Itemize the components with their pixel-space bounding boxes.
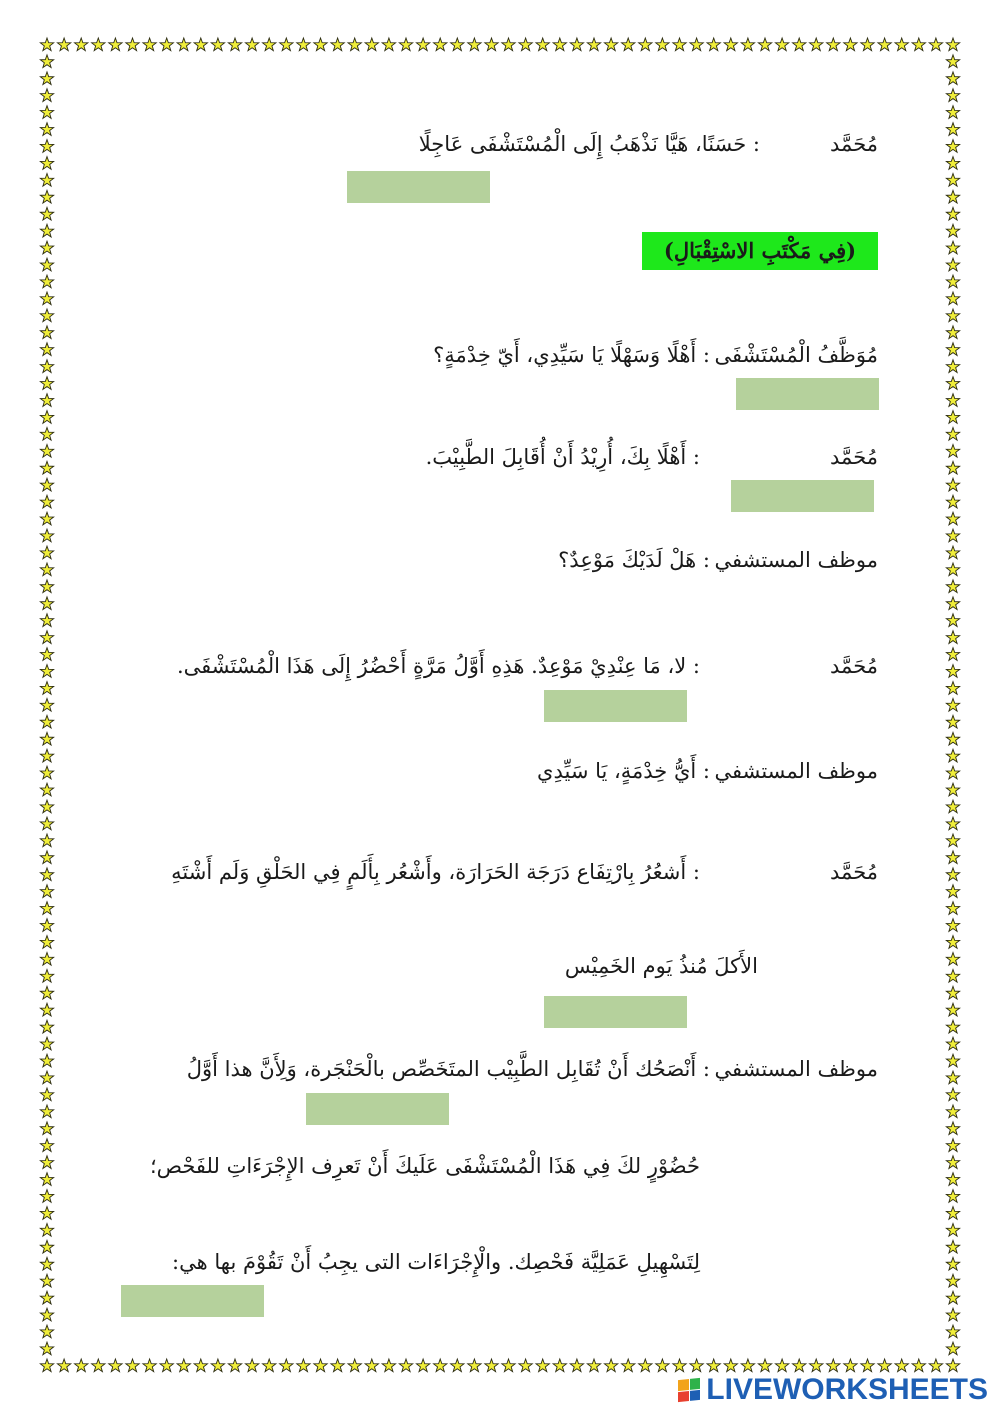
star-icon <box>946 89 959 102</box>
star-icon <box>946 1240 959 1253</box>
star-icon <box>434 1359 447 1372</box>
star-icon <box>604 38 617 51</box>
star-icon <box>109 38 122 51</box>
star-icon <box>946 1291 959 1304</box>
star-icon <box>861 38 874 51</box>
star-icon <box>622 1359 635 1372</box>
star-icon <box>570 1359 583 1372</box>
star-icon <box>40 1071 53 1084</box>
star-icon <box>775 38 788 51</box>
star-icon <box>946 38 959 51</box>
star-icon <box>793 38 806 51</box>
star-icon <box>57 38 70 51</box>
star-icon <box>40 1207 53 1220</box>
star-icon <box>946 800 959 813</box>
star-icon <box>399 38 412 51</box>
star-icon <box>946 55 959 68</box>
star-icon <box>40 106 53 119</box>
star-icon <box>143 38 156 51</box>
star-icon <box>946 682 959 695</box>
star-icon <box>40 174 53 187</box>
star-icon <box>40 834 53 847</box>
star-icon <box>40 292 53 305</box>
utterance-continuation: لِتَسْهِيلِ عَمَلِيَّة فَحْصِك. والْإِجْرَاءَات التى يجِبُ أَنْ تَقُوْمَ بها هي: <box>172 1250 700 1274</box>
star-icon <box>40 190 53 203</box>
star-icon <box>741 1359 754 1372</box>
star-icon <box>40 885 53 898</box>
star-icon <box>946 1190 959 1203</box>
star-icon <box>946 817 959 830</box>
star-icon <box>946 326 959 339</box>
star-icon <box>639 1359 652 1372</box>
star-icon <box>946 258 959 271</box>
star-icon <box>844 1359 857 1372</box>
star-icon <box>75 1359 88 1372</box>
star-icon <box>40 1342 53 1355</box>
speaker-muhammad: مُحَمَّد <box>830 860 878 884</box>
answer-input[interactable] <box>306 1093 449 1125</box>
star-icon <box>758 1359 771 1372</box>
star-icon <box>40 851 53 864</box>
star-icon <box>946 207 959 220</box>
star-icon <box>946 275 959 288</box>
star-icon <box>946 868 959 881</box>
star-icon <box>468 1359 481 1372</box>
speaker-muhammad: مُحَمَّد <box>830 654 878 678</box>
star-icon <box>946 648 959 661</box>
star-icon <box>40 749 53 762</box>
star-icon <box>946 190 959 203</box>
star-icon <box>40 512 53 525</box>
star-icon <box>604 1359 617 1372</box>
star-icon <box>40 1173 53 1186</box>
star-icon <box>40 682 53 695</box>
star-icon <box>416 38 429 51</box>
speaker-muhammad: مُحَمَّد <box>830 132 878 156</box>
star-icon <box>946 563 959 576</box>
star-icon <box>946 529 959 542</box>
speaker-employee: مُوَظَّفُ الْمُسْتَشْفَى <box>714 343 878 367</box>
star-icon <box>109 1359 122 1372</box>
star-icon <box>40 343 53 356</box>
star-icon <box>946 512 959 525</box>
star-icon <box>775 1359 788 1372</box>
star-icon <box>40 123 53 136</box>
star-icon <box>40 1274 53 1287</box>
star-icon <box>946 360 959 373</box>
star-icon <box>297 38 310 51</box>
star-icon <box>827 38 840 51</box>
star-icon <box>40 597 53 610</box>
star-icon <box>946 140 959 153</box>
star-icon <box>946 445 959 458</box>
star-icon <box>673 1359 686 1372</box>
star-icon <box>810 1359 823 1372</box>
star-icon <box>40 326 53 339</box>
star-icon <box>40 1003 53 1016</box>
star-icon <box>553 1359 566 1372</box>
star-icon <box>587 38 600 51</box>
star-icon <box>468 38 481 51</box>
star-icon <box>126 1359 139 1372</box>
star-icon <box>40 580 53 593</box>
star-icon <box>40 224 53 237</box>
star-icon <box>40 38 53 51</box>
star-icon <box>40 258 53 271</box>
star-icon <box>946 157 959 170</box>
star-icon <box>365 38 378 51</box>
star-icon <box>194 1359 207 1372</box>
star-icon <box>946 766 959 779</box>
star-icon <box>263 38 276 51</box>
star-icon <box>946 851 959 864</box>
star-icon <box>587 1359 600 1372</box>
star-icon <box>40 1139 53 1152</box>
star-icon <box>946 495 959 508</box>
star-icon <box>946 1020 959 1033</box>
star-icon <box>40 309 53 322</box>
star-icon <box>793 1359 806 1372</box>
star-icon <box>143 1359 156 1372</box>
star-icon <box>946 936 959 949</box>
star-icon <box>946 986 959 999</box>
star-icon <box>946 1224 959 1237</box>
star-icon <box>519 1359 532 1372</box>
star-icon <box>280 1359 293 1372</box>
star-icon <box>263 1359 276 1372</box>
star-icon <box>40 1122 53 1135</box>
utterance: : أَيُّ خِدْمَةٍ، يَا سَيِّدِي <box>537 759 710 783</box>
star-icon <box>895 38 908 51</box>
star-icon <box>827 1359 840 1372</box>
star-icon <box>280 38 293 51</box>
star-icon <box>40 529 53 542</box>
star-icon <box>946 970 959 983</box>
star-icon <box>40 72 53 85</box>
star-icon <box>946 394 959 407</box>
star-icon <box>40 970 53 983</box>
star-icon <box>331 1359 344 1372</box>
star-icon <box>40 1054 53 1067</box>
star-icon <box>40 648 53 661</box>
star-icon <box>946 1156 959 1169</box>
star-icon <box>40 394 53 407</box>
answer-input[interactable] <box>544 690 687 722</box>
star-icon <box>946 614 959 627</box>
star-icon <box>946 1054 959 1067</box>
speaker-employee: موظف المستشفي <box>714 1057 878 1081</box>
star-icon <box>382 38 395 51</box>
star-icon <box>314 1359 327 1372</box>
star-icon <box>929 38 942 51</box>
star-icon <box>946 1207 959 1220</box>
star-icon <box>946 699 959 712</box>
utterance: : أَنْصَحُك أَنْ تُقَابِل الطَّبِيْب المتَخَصِّص بالْحَنْجَرة، وَلِأَنَّ هذا أَوَّلُ <box>186 1057 710 1081</box>
star-icon <box>946 1308 959 1321</box>
star-icon <box>40 1291 53 1304</box>
star-icon <box>434 38 447 51</box>
star-icon <box>348 1359 361 1372</box>
star-icon <box>40 614 53 627</box>
star-icon <box>40 783 53 796</box>
utterance: : هَلْ لَدَيْكَ مَوْعِدٌ؟ <box>558 548 710 572</box>
star-icon <box>946 1139 959 1152</box>
star-icon <box>40 428 53 441</box>
star-icon <box>844 38 857 51</box>
star-icon <box>946 1342 959 1355</box>
star-icon <box>946 106 959 119</box>
star-icon <box>946 597 959 610</box>
answer-input[interactable] <box>544 996 687 1028</box>
star-icon <box>40 1240 53 1253</box>
star-icon <box>707 38 720 51</box>
star-icon <box>690 38 703 51</box>
star-icon <box>946 292 959 305</box>
star-icon <box>946 885 959 898</box>
star-icon <box>946 1359 959 1372</box>
star-icon <box>502 38 515 51</box>
star-icon <box>40 55 53 68</box>
star-icon <box>707 1359 720 1372</box>
star-icon <box>946 580 959 593</box>
star-icon <box>912 1359 925 1372</box>
star-icon <box>946 834 959 847</box>
utterance: : أَهْلًا وَسَهْلًا يَا سَيِّدِي، أَيّ خِدْمَةٍ؟ <box>433 343 710 367</box>
star-icon <box>160 38 173 51</box>
star-icon <box>878 1359 891 1372</box>
star-icon <box>946 1088 959 1101</box>
star-icon <box>92 1359 105 1372</box>
speaker-muhammad: مُحَمَّد <box>830 445 878 469</box>
star-icon <box>878 38 891 51</box>
utterance-continuation: الأَكلَ مُنذُ يَوم الخَمِيْس <box>564 954 758 978</box>
star-icon <box>416 1359 429 1372</box>
star-icon <box>946 1003 959 1016</box>
star-icon <box>40 936 53 949</box>
star-icon <box>40 89 53 102</box>
answer-input[interactable] <box>347 171 490 203</box>
star-icon <box>946 241 959 254</box>
star-icon <box>536 38 549 51</box>
star-icon <box>40 1156 53 1169</box>
star-icon <box>40 817 53 830</box>
star-icon <box>40 715 53 728</box>
star-icon <box>40 495 53 508</box>
star-icon <box>946 1274 959 1287</box>
star-icon <box>946 478 959 491</box>
star-icon <box>946 1257 959 1270</box>
star-icon <box>177 1359 190 1372</box>
speaker-employee: موظف المستشفي <box>714 548 878 572</box>
star-icon <box>40 1088 53 1101</box>
star-icon <box>451 38 464 51</box>
star-icon <box>40 546 53 559</box>
star-icon <box>622 38 635 51</box>
star-icon <box>40 377 53 390</box>
star-icon <box>724 38 737 51</box>
star-icon <box>946 428 959 441</box>
star-icon <box>40 919 53 932</box>
star-icon <box>57 1359 70 1372</box>
star-icon <box>946 377 959 390</box>
star-icon <box>946 732 959 745</box>
star-icon <box>40 665 53 678</box>
utterance: : أَهْلًا بِكَ، أُرِيْدُ أَنْ أُقَابِلَ الطَّبِيْبَ. <box>425 445 700 469</box>
star-icon <box>946 411 959 424</box>
star-icon <box>724 1359 737 1372</box>
star-icon <box>40 1325 53 1338</box>
logo-text: LIVEWORKSHEETS <box>706 1373 988 1406</box>
star-icon <box>656 1359 669 1372</box>
star-icon <box>946 343 959 356</box>
star-icon <box>40 631 53 644</box>
answer-input[interactable] <box>731 480 874 512</box>
star-icon <box>40 1105 53 1118</box>
star-icon <box>929 1359 942 1372</box>
star-icon <box>946 919 959 932</box>
star-icon <box>946 749 959 762</box>
star-icon <box>946 1105 959 1118</box>
star-icon <box>40 800 53 813</box>
star-icon <box>228 1359 241 1372</box>
star-icon <box>946 902 959 915</box>
star-icon <box>946 1071 959 1084</box>
star-icon <box>211 1359 224 1372</box>
star-icon <box>946 665 959 678</box>
star-icon <box>946 309 959 322</box>
utterance: : حَسَنًا، هَيَّا نَذْهَبُ إِلَى الْمُسْتَشْفَى عَاجِلًا <box>418 132 760 156</box>
star-icon <box>126 38 139 51</box>
star-icon <box>946 715 959 728</box>
star-icon <box>895 1359 908 1372</box>
star-icon <box>40 241 53 254</box>
star-icon <box>365 1359 378 1372</box>
star-icon <box>502 1359 515 1372</box>
star-icon <box>40 1037 53 1050</box>
star-icon <box>92 38 105 51</box>
logo-mark-icon <box>678 1378 700 1402</box>
star-icon <box>40 360 53 373</box>
star-icon <box>40 563 53 576</box>
utterance: : لا، مَا عِنْدِيْ مَوْعِدٌ. هَذِهِ أَوَّلُ مَرَّةٍ أَحْضُرُ إِلَى هَذَا الْمُسْتَشْفَى. <box>177 654 700 678</box>
star-icon <box>912 38 925 51</box>
star-icon <box>485 1359 498 1372</box>
star-icon <box>946 783 959 796</box>
star-icon <box>40 157 53 170</box>
star-icon <box>40 1359 53 1372</box>
star-icon <box>348 38 361 51</box>
star-icon <box>946 72 959 85</box>
star-icon <box>553 38 566 51</box>
star-icon <box>40 1190 53 1203</box>
star-icon <box>40 986 53 999</box>
star-icon <box>861 1359 874 1372</box>
star-icon <box>40 902 53 915</box>
star-icon <box>40 732 53 745</box>
answer-input[interactable] <box>121 1285 264 1317</box>
star-icon <box>40 1257 53 1270</box>
star-icon <box>40 445 53 458</box>
star-icon <box>297 1359 310 1372</box>
star-icon <box>946 1037 959 1050</box>
star-icon <box>75 38 88 51</box>
star-icon <box>40 478 53 491</box>
star-icon <box>194 38 207 51</box>
star-icon <box>946 174 959 187</box>
star-icon <box>946 546 959 559</box>
star-icon <box>314 38 327 51</box>
star-icon <box>40 766 53 779</box>
speaker-employee: موظف المستشفي <box>714 759 878 783</box>
star-icon <box>946 1173 959 1186</box>
section-heading: (فِي مَكْتَبِ الاسْتِقْبَالِ) <box>642 232 878 270</box>
star-icon <box>946 461 959 474</box>
utterance: : أَشعُرُ بِارْتِفَاع دَرَجَة الحَرَارَة، وأَشْعُر بِأَلَمٍ فِي الحَلْقِ وَلَم أَشْتَهِ <box>171 860 700 884</box>
star-icon <box>382 1359 395 1372</box>
star-icon <box>519 38 532 51</box>
star-icon <box>40 275 53 288</box>
star-icon <box>245 38 258 51</box>
star-icon <box>758 38 771 51</box>
star-icon <box>399 1359 412 1372</box>
star-icon <box>211 38 224 51</box>
star-icon <box>40 868 53 881</box>
utterance-continuation: حُضُوْرٍ لكَ فِي هَذَا الْمُسْتَشْفَى عَلَيكَ أَنْ تَعرِف الإِجْرَءَاتِ للفَحْص؛ <box>149 1154 700 1178</box>
star-icon <box>536 1359 549 1372</box>
star-icon <box>639 38 652 51</box>
star-icon <box>656 38 669 51</box>
star-icon <box>40 953 53 966</box>
star-icon <box>40 1308 53 1321</box>
star-icon <box>946 631 959 644</box>
star-icon <box>331 38 344 51</box>
star-icon <box>485 38 498 51</box>
star-icon <box>40 1224 53 1237</box>
star-icon <box>177 38 190 51</box>
star-icon <box>690 1359 703 1372</box>
star-icon <box>451 1359 464 1372</box>
star-icon <box>741 38 754 51</box>
star-icon <box>40 461 53 474</box>
star-icon <box>245 1359 258 1372</box>
star-icon <box>946 953 959 966</box>
star-icon <box>40 207 53 220</box>
star-icon <box>810 38 823 51</box>
star-icon <box>946 123 959 136</box>
star-icon <box>570 38 583 51</box>
star-icon <box>40 411 53 424</box>
star-icon <box>946 1122 959 1135</box>
answer-input[interactable] <box>736 378 879 410</box>
star-icon <box>946 1325 959 1338</box>
star-icon <box>40 699 53 712</box>
star-icon <box>40 140 53 153</box>
star-icon <box>40 1020 53 1033</box>
star-icon <box>946 224 959 237</box>
star-icon <box>673 38 686 51</box>
star-icon <box>228 38 241 51</box>
star-icon <box>160 1359 173 1372</box>
liveworksheets-logo <box>678 1372 988 1408</box>
